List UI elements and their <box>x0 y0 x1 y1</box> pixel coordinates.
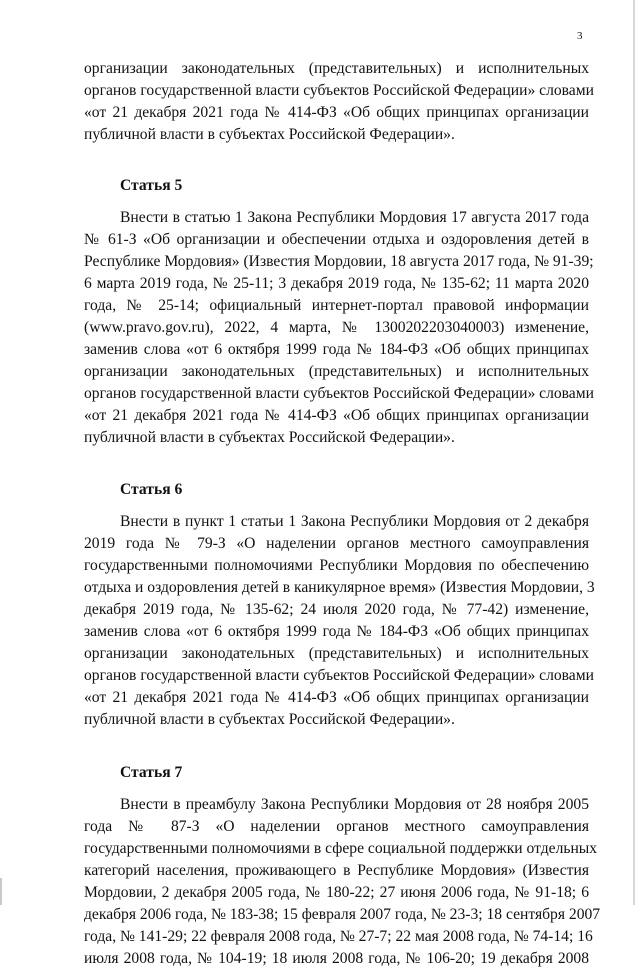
text-line: декабря 2006 года, № 183-38; 15 февраля 2007 года, № 23-3; 18 сентября 2007 <box>84 906 601 923</box>
text-line: «от 21 декабря 2021 года № 414-ФЗ «Об общих принципах организации <box>84 104 589 121</box>
text-line: года № 87-З «О наделении органов местного самоуправления <box>84 818 589 835</box>
text-line: организации законодательных (представительных) и исполнительных <box>84 60 589 77</box>
article-5 <box>84 175 594 449</box>
article-heading: Статья 5 <box>120 177 183 194</box>
text-line: государственными полномочиями Республики Мордовия по обеспечению <box>84 557 589 574</box>
document-body <box>84 58 601 970</box>
text-line: № 61-З «Об организации и обеспечении отдыха и оздоровления детей в <box>84 231 589 248</box>
text-line: органов государственной власти субъектов Российской Федерации» словами <box>84 82 594 99</box>
text-line: организации законодательных (представительных) и исполнительных <box>84 363 589 380</box>
text-line: Внести в пункт 1 статьи 1 Закона Республики Мордовия от 2 декабря <box>120 513 589 530</box>
text-line: отдыха и оздоровления детей в каникулярное время» (Известия Мордовии, 3 <box>84 579 595 596</box>
text-line: органов государственной власти субъектов Российской Федерации» словами <box>84 385 594 402</box>
text-line: (www.pravo.gov.ru), 2022, 4 марта, № 1300202203040003) изменение, <box>84 319 589 336</box>
scan-edge-line <box>633 0 635 905</box>
text-line: заменив слова «от 6 октября 1999 года № 184-ФЗ «Об общих принципах <box>84 341 589 358</box>
text-line: декабря 2019 года, № 135-62; 24 июля 2020 года, № 77-42) изменение, <box>84 601 589 618</box>
text-line: года, № 25-14; официальный интернет-портал правовой информации <box>84 297 589 314</box>
text-line: публичной власти в субъектах Российской Федерации». <box>84 126 455 143</box>
text-line: публичной власти в субъектах Российской Федерации». <box>84 429 455 446</box>
article-heading: Статья 7 <box>120 764 183 781</box>
text-line: заменив слова «от 6 октября 1999 года № 184-ФЗ «Об общих принципах <box>84 623 589 640</box>
text-line: Мордовии, 2 декабря 2005 года, № 180-22; 27 июня 2006 года, № 91-18; 6 <box>84 884 589 901</box>
text-line: органов государственной власти субъектов Российской Федерации» словами <box>84 667 594 684</box>
text-line: «от 21 декабря 2021 года № 414-ФЗ «Об общих принципах организации <box>84 407 589 424</box>
text-line: июля 2008 года, № 104-19; 18 июля 2008 года, № 106-20; 19 декабря 2008 <box>84 950 589 967</box>
article-7 <box>84 762 601 970</box>
text-line: Республике Мордовия» (Известия Мордовии, 18 августа 2017 года, № 91-39; <box>84 253 594 270</box>
text-line: организации законодательных (представительных) и исполнительных <box>84 645 589 662</box>
page-number: 3 <box>577 30 583 42</box>
intro-paragraph <box>84 58 594 146</box>
text-line: Внести в статью 1 Закона Республики Мордовия 17 августа 2017 года <box>120 209 589 226</box>
text-line: Внести в преамбулу Закона Республики Мордовия от 28 ноября 2005 <box>120 796 589 813</box>
text-line: государственными полномочиями в сфере социальной поддержки отдельных <box>84 840 598 857</box>
text-line: 2019 года № 79-З «О наделении органов местного самоуправления <box>84 535 589 552</box>
article-6 <box>84 479 595 731</box>
scan-edge-mark <box>0 878 2 905</box>
text-line: 6 марта 2019 года, № 25-11; 3 декабря 2019 года, № 135-62; 11 марта 2020 <box>84 275 589 292</box>
text-line: года, № 141-29; 22 февраля 2008 года, № 27-7; 22 мая 2008 года, № 74-14; 16 <box>84 928 593 945</box>
text-line: «от 21 декабря 2021 года № 414-ФЗ «Об общих принципах организации <box>84 689 589 706</box>
text-line: публичной власти в субъектах Российской Федерации». <box>84 711 455 728</box>
article-heading: Статья 6 <box>120 481 183 498</box>
text-line: категорий населения, проживающего в Республике Мордовия» (Известия <box>84 862 589 879</box>
